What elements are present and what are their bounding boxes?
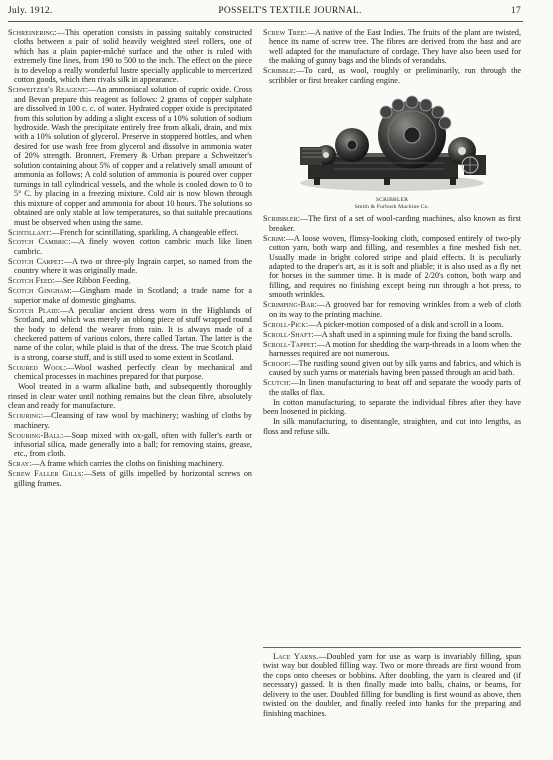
section-rule (263, 647, 521, 648)
entry-text: —The first of a set of wool-carding machines, also known as first breaker. (269, 214, 521, 233)
running-header (0, 0, 553, 20)
entry-text: In silk manufacturing, to disentangle, straighten, and cut into lengths, as floss and refuse silk. (263, 417, 521, 436)
entry-scintillant (8, 228, 252, 237)
entry-scotch-plaid (8, 306, 252, 363)
entry-text: —Sets of gills impelled by horizontal screws on gilling frames. (14, 469, 252, 488)
entry-term: Screw Faller Gills: (8, 469, 84, 479)
entry-lace-yarns (263, 652, 521, 718)
entry-term: Scroop: (263, 359, 291, 369)
entry-scrim (263, 234, 521, 300)
entry-scoured-wool (8, 363, 252, 382)
entry-screw-tree (263, 28, 521, 66)
entry-text: —A finely woven cotton cambric much like linen cambric. (14, 237, 252, 256)
entry-term: Scribbler: (263, 214, 301, 224)
entry-text: —A native of the East Indies. The fruits of the plant are twisted, hence its name of screw tree. The fibres are derived from the bast and are well adapted for the manufacture of cordage. They have also been used for the making of gunny bags and the blinds of verandahs. (269, 28, 521, 66)
entry-term: Scrim: (263, 233, 286, 243)
page-number: 17 (510, 6, 521, 16)
entry-term: Lace Yarns. (273, 652, 319, 661)
entry-term: Scoured Wool: (8, 362, 67, 372)
entry-term: Screw Tree: (263, 28, 307, 37)
entry-scroll-tappet (263, 340, 521, 359)
scribbler-machine-illustration (294, 89, 490, 195)
entry-term: Scroll-Shaft: (263, 329, 314, 339)
left-column (8, 28, 252, 489)
entry-term: Scintillant: (8, 227, 52, 237)
entry-text: —A shaft used in a spinning mule for fixing the band scrolls. (313, 329, 513, 339)
caption-title: SCRIBBLER (375, 197, 409, 204)
entry-scotch-cambric (8, 237, 252, 256)
entry-scouring (8, 411, 252, 430)
entry-text: —Wool washed perfectly clean by mechanical and chemical processes in machines prepared for that purpose. (14, 362, 252, 382)
figure-caption (263, 197, 521, 211)
entry-schreinering (8, 28, 252, 85)
entry-term: Scrimping-Bar: (263, 300, 317, 310)
entry-scouring-ball (8, 431, 252, 459)
scribbler-figure (263, 89, 521, 195)
entry-term: Scotch Feed: (8, 276, 55, 286)
entry-term: Schreinering: (8, 28, 57, 37)
entry-scribble (263, 66, 521, 85)
entry-scoured-wool-continued (8, 382, 252, 410)
entry-term: Scribble: (263, 66, 297, 76)
issue-date: July. 1912. (8, 6, 53, 16)
entry-term: Scray: (8, 459, 32, 469)
entry-text: —In linen manufacturing to beat off and separate the woody parts of the stalks of flax. (269, 378, 521, 397)
entry-scray (8, 459, 252, 468)
right-column (263, 28, 521, 451)
entry-screw-faller-gills (8, 469, 252, 488)
entry-text: —A loose woven, flimsy-looking cloth, composed entirely of two-ply cotton yarn, both warp and filling, and resembles a fine meshed fish net. Usually made in bright colored stripe and plaid effects. It is peculiarly adapted to the draper's art, as it is soft and pliable; it is also used as a fly net for horses in the summer time. It is made of 2/20's cotton, both warp and filling, and requires no finishing except being run through a hot press, to smooth wrinkles. (269, 233, 521, 300)
entry-term: Scroll-Pick: (263, 319, 309, 329)
entry-term: Scotch Cambric: (8, 237, 71, 247)
entry-text: —To card, as wool, roughly or preliminarily, run through the scribbler or first breaker carding engine. (269, 66, 521, 85)
entry-text: —Gingham made in Scotland; a trade name for a superior make of domestic ginghams. (14, 286, 252, 305)
entry-term: Schweitzer's Reagent: (8, 85, 89, 95)
entry-term: Scotch Plaid: (8, 305, 61, 315)
header-rule (8, 21, 523, 22)
entry-scroop (263, 359, 521, 378)
entry-text: —See Ribbon Feeding. (54, 276, 131, 286)
entry-text: —A two or three-ply Ingrain carpet, so named from the country where it was originally made. (14, 256, 253, 276)
entry-term: Scroll-Tappet: (263, 339, 317, 349)
entry-text: —Doubled yarn for use as warp is invariably filling, spun twist way but doubled filling way. Two or more threads are first wound from the cops onto cheeses or bobbins. After doubling, the yarn is cleared and (if necessary) gassed. It is then finally made into balls, chains, or beams, for delivery to the user. Doubled filling for bundling is first wound as above, then twisted on the doubler, and finally reeled into hanks for the preparing and finishing machines. (263, 652, 521, 718)
entry-term: Scutch: (263, 378, 291, 388)
entry-scotch-feed (8, 276, 252, 285)
caption-maker: Smith & Furbush Machine Co. (354, 204, 430, 211)
entry-text: —An ammoniacal solution of cupric oxide. Cross and Bevan prepare this reagent as follows: 2 grams of copper sulphate are dissolved in 100 c. c. of water. Hydrated copper oxide is precipitated from this solution by adding a slight excess of a 10% solution of sodium hydroxide. Wash the precipitate entirely free from alkali, drain, and mix with a 10% solution of glycerol. Preserve in stoppered bottles, and when desired for use wash free from glycerol and dissolve in ammonia water of 20% strength. Bronnert, Fremery & Urban prepare a Schweitzer's solution containing about 5% of copper and a relatively small amount of ammonia as follows: A cold solution of ammonia is poured over copper turnings in tall cylindrical vessels, and the whole is cooled down to 0 to 5° C. by placing in a freezing mixture. Cold air is now blown through this mixture of copper and ammonia for about 10 hours. The solutions so obtained are only stable at low temperatures, so that suitable precautions must be observed when using the same. (14, 85, 253, 227)
entry-scutch-cotton (263, 398, 521, 417)
entry-term: Scotch Carpet: (8, 256, 64, 266)
entry-text: —French for scintillating, sparkling. A changeable effect. (51, 227, 239, 237)
entry-text: —This operation consists in passing suitably constructed cloths between a pair of solid heavily weighted steel rollers, one of which has a plain papier-mâché surface and the other is ruled with extremely fine lines, from 190 to 500 to the inch. The effect on the piece is to develop a really wonderful lustre specially applicable to mercerized cotton goods, which then rivals silk in appearance. (14, 28, 252, 85)
entry-scotch-gingham (8, 286, 252, 305)
entry-term: Scouring: (8, 411, 44, 421)
entry-scribbler (263, 214, 521, 233)
entry-term: Scotch Gingham: (8, 286, 72, 296)
entry-text: Wool treated in a warm alkaline bath, and subsequently thoroughly rinsed in clear water until nothing remains but the clean fibre, absolutely clean and ready for manufacture. (8, 382, 252, 411)
entry-term: Scouring-Ball: (8, 430, 64, 440)
entry-text: —A motion for shedding the warp-threads in a loom when the harnesses required are not numerous. (269, 339, 521, 359)
entry-scroll-shaft (263, 330, 521, 339)
lace-yarns-section (263, 652, 521, 719)
entry-scroll-pick (263, 320, 521, 329)
entry-text: —A peculiar ancient dress worn in the Highlands of Scotland, and which was merely an oblong piece of stuff wrapped round the body to defend the wearer from rain. It is always made of a checkered pattern of various colors, there called Tartan. The latter is the name of the color, while plaid is that of the dress. The true Scotch plaid is a strong, coarse stuff, and is still used to some extent in Scotland. (14, 305, 252, 362)
entry-text: —Soap mixed with ox-gall, often with fuller's earth or infusorial silica, made generally into a ball; for removing stains, grease, etc., from cloth. (14, 430, 252, 459)
entry-text: In cotton manufacturing, to separate the individual fibres after they have been loosened in picking. (263, 397, 521, 417)
entry-scrimping-bar (263, 300, 521, 319)
entry-scotch-carpet (8, 257, 252, 276)
entry-scutch (263, 378, 521, 397)
entry-text: —A frame which carries the cloths on finishing machinery. (31, 459, 224, 469)
entry-scutch-silk (263, 417, 521, 436)
entry-schweitzers-reagent (8, 85, 252, 227)
entry-text: —A picker-motion composed of a disk and scroll in a loom. (308, 319, 504, 329)
entry-text: —Cleansing of raw wool by machinery; washing of cloths by machinery. (14, 411, 252, 430)
entry-text: —A grooved bar for removing wrinkles from a web of cloth on its way to the printing machine. (269, 300, 521, 319)
journal-title: POSSELT'S TEXTILE JOURNAL. (218, 6, 362, 16)
entry-text: —The rustling sound given out by silk yarns and fabrics, and which is caused by such yarns or materials having been passed through an acid bath. (269, 359, 521, 378)
